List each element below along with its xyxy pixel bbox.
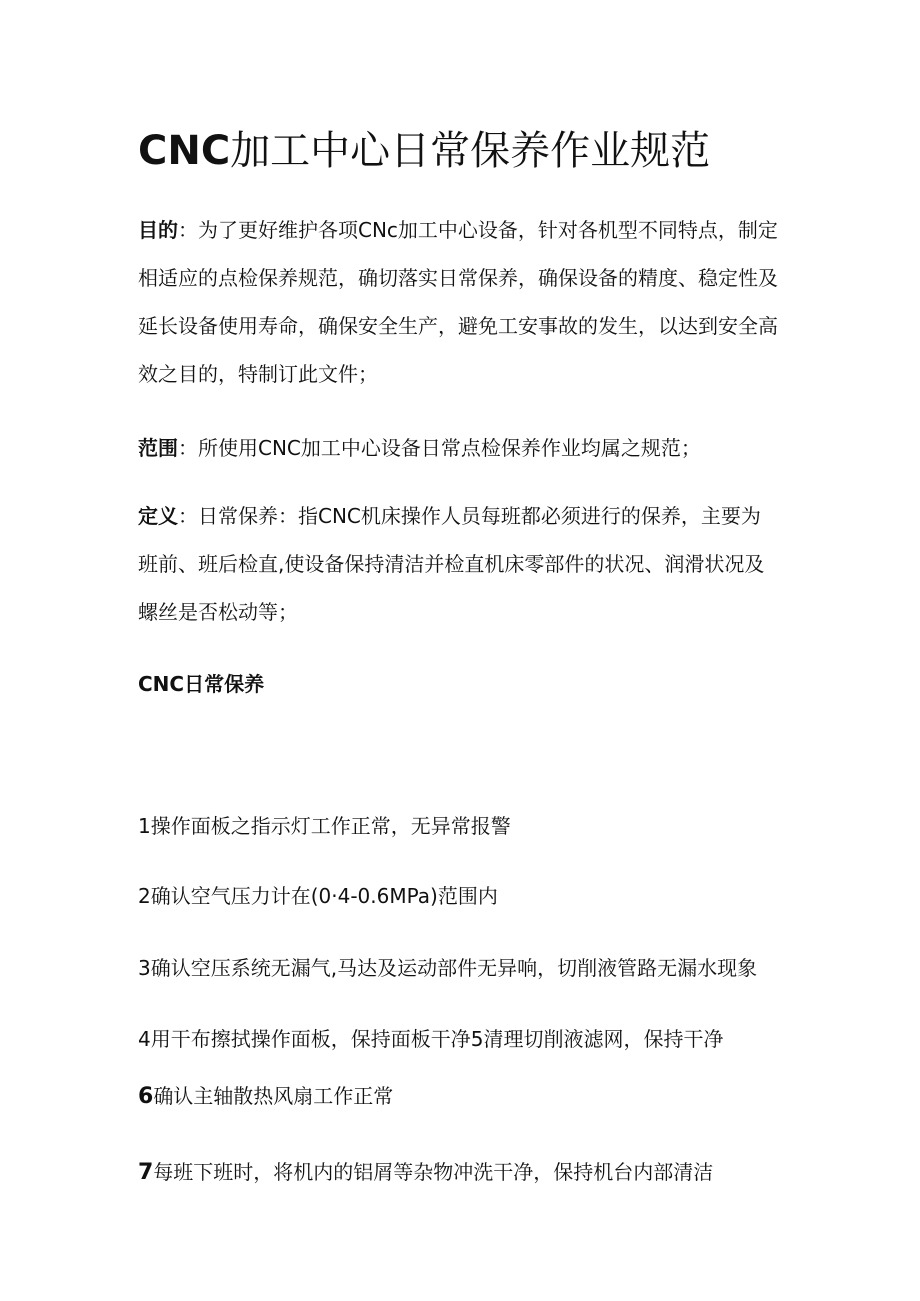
item-number: 4: [138, 1027, 151, 1051]
definition-line: [138, 492, 788, 540]
item-number: 1: [138, 814, 151, 838]
item-text: 用干布擦拭操作面板，保持面板干净5清理切削液滤网，保持干净: [150, 1027, 724, 1051]
item-text: 确认空压系统无漏气,马达及运动部件无异响，切削液管路无漏水现象: [150, 956, 758, 980]
item-number: 6: [138, 1084, 154, 1109]
definition-line: 班前、班后检直,使设备保持清洁并检直机床零部件的状况、润滑状况及: [138, 552, 765, 576]
list-item: [138, 1154, 713, 1191]
item-text: 每班下班时，将机内的铝屑等杂物冲洗干净，保持机台内部清洁: [153, 1160, 714, 1184]
scope-line: [138, 424, 788, 472]
purpose-label: 目的: [138, 218, 178, 242]
title-latin: CNC: [138, 128, 231, 174]
scope-separator: ：: [178, 436, 198, 460]
definition-label: 定义: [138, 504, 178, 528]
item-text: 确认主轴散热风扇工作正常: [153, 1084, 394, 1108]
scope-paragraph: [138, 424, 788, 472]
definition-line: 螺丝是否松动等；: [138, 600, 298, 624]
purpose-separator: ：: [178, 218, 198, 242]
list-item: [138, 808, 511, 844]
purpose-line: 相适应的点检保养规范，确切落实日常保养，确保设备的精度、稳定性及: [138, 266, 778, 290]
scope-text: 所使用CNC加工中心设备日常点检保养作业均属之规范；: [198, 436, 701, 460]
item-number: 3: [138, 956, 151, 980]
item-number: 7: [138, 1160, 154, 1185]
purpose-line: 延长设备使用寿命，确保安全生产，避免工安事故的发生，以达到安全高: [138, 314, 778, 338]
purpose-line: [138, 206, 788, 254]
purpose-text: 为了更好维护各项CNc加工中心设备，针对各机型不同特点，制定: [198, 218, 778, 242]
scope-label: 范围: [138, 436, 178, 460]
definition-paragraph: [138, 492, 788, 636]
title-cjk: 加工中心日常保养作业规范: [230, 128, 711, 174]
item-number: 2: [138, 884, 151, 908]
definition-separator: ：: [178, 504, 198, 528]
list-item: [138, 878, 498, 914]
list-item: [138, 1078, 393, 1115]
item-text: 操作面板之指示灯工作正常，无异常报警: [150, 814, 511, 838]
document-title: [138, 122, 710, 180]
definition-text: 日常保养：指CNC机床操作人员每班都必须进行的保养，主要为: [198, 504, 761, 528]
list-item: [138, 1021, 723, 1057]
purpose-line: 效之目的，特制订此文件；: [138, 362, 378, 386]
list-item: [138, 950, 757, 986]
item-text: 确认空气压力计在(0·4-0.6MPa)范围内: [150, 884, 498, 908]
section-heading: CNC日常保养: [138, 672, 265, 696]
purpose-paragraph: [138, 206, 788, 398]
